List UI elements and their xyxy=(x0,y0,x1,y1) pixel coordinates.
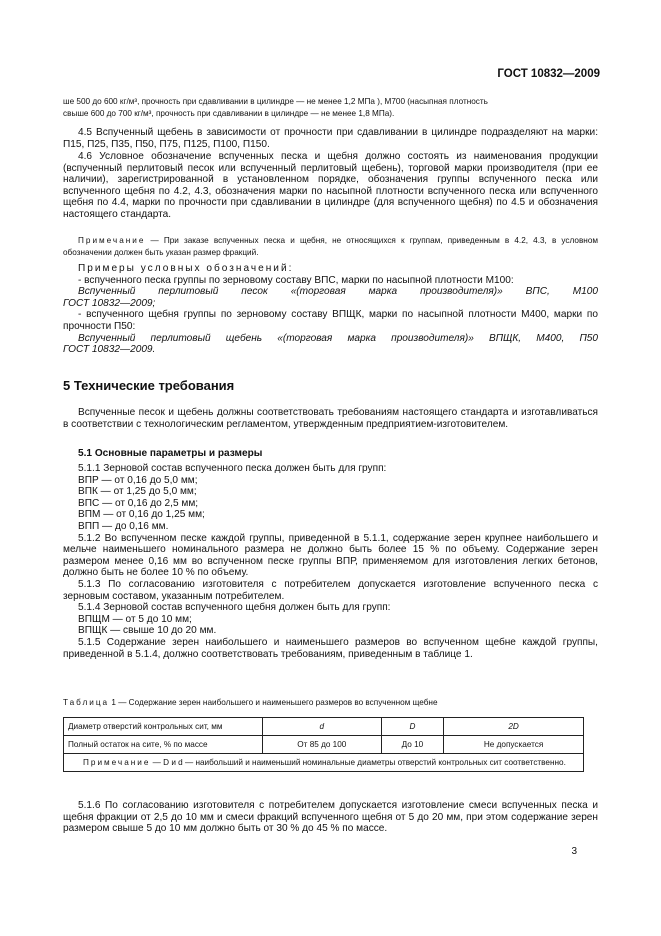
table-cell: 2D xyxy=(444,718,584,736)
section-5-title: 5 Технические требования xyxy=(63,378,235,393)
examples-title: Примеры условных обозначений: xyxy=(78,263,294,274)
gravel-group-2: ВПЩК — свыше 10 до 20 мм. xyxy=(78,625,217,637)
document-header: ГОСТ 10832—2009 xyxy=(497,68,600,80)
example-1-designation-line2: ГОСТ 10832—2009; xyxy=(63,297,156,309)
table-note-label: Примечание xyxy=(83,758,151,767)
paragraph-5-1-3: 5.1.3 По согласованию изготовителя с потребителем допускается изготовление вспученного песка с зерновым составом, указанным потребителем. xyxy=(63,578,598,602)
sand-group-2: ВПК — от 1,25 до 5,0 мм; xyxy=(78,486,197,498)
gravel-group-1: ВПЩМ — от 5 до 10 мм; xyxy=(78,613,192,625)
sand-group-1: ВПР — от 0,16 до 5,0 мм; xyxy=(78,474,198,486)
examples-block xyxy=(63,263,598,356)
section-4-6 xyxy=(63,151,598,221)
table-cell: От 85 до 100 xyxy=(263,736,382,754)
note-text: — При заказе вспученных песка и щебня, не относящихся к группам, приведенным в 4.2, 4.3, в условном обозначении должен быть указан размер фракций. xyxy=(63,236,598,257)
sand-group-4: ВПМ — от 0,16 до 1,25 мм; xyxy=(78,509,205,521)
table-row xyxy=(64,718,584,736)
table-cell: До 10 xyxy=(381,736,443,754)
section-5-intro xyxy=(63,407,598,430)
example-2: - вспученного щебня группы по зерновому составу ВПЩК, марки по насыпной плотности М400, марки по прочности П50: xyxy=(63,309,598,332)
section-5-intro-text: Вспученные песок и щебень должны соответствовать требованиям настоящего стандарта и изготавливаться в соответствии с технологическим регламентом, утвержденным предприятием-изготовителем. xyxy=(63,407,598,430)
table-cell: D xyxy=(381,718,443,736)
note-label: Примечание xyxy=(78,236,146,245)
paragraph-5-1-6: 5.1.6 По согласованию изготовителя с потребителем допускается изготовление смеси вспученных песка и щебня фракции от 2,5 до 10 мм и смеси фракций вспученного щебня от 5 до 20 мм, при этом содержание зерен размером свыше 5 до 10 мм должно быть от 30 % до 45 % по массе. xyxy=(63,800,598,835)
table-cell: Не допускается xyxy=(444,736,584,754)
example-2-designation-line1: Вспученный перлитовый щебень «(торговая марка производителя)» ВПЩК, М400, П50 xyxy=(78,332,598,344)
paragraph-5-1-5: 5.1.5 Содержание зерен наибольшего и наименьшего размеров во вспученном щебне каждой группы, приведенной в 5.1.4, должно соответствовать требованиям, приведенным в таблице 1. xyxy=(63,636,598,660)
paragraph-4-5: 4.5 Вспученный щебень в зависимости от прочности при сдавливании в цилиндре подразделяют на марки: П15, П25, П35, П50, П75, П125, П100, П150. xyxy=(63,127,598,150)
note-block xyxy=(63,235,598,258)
subsection-5-1-title: 5.1 Основные параметры и размеры xyxy=(78,448,263,459)
table-cell: Полный остаток на сите, % по массе xyxy=(64,736,263,754)
table-cell: Диаметр отверстий контрольных сит, мм xyxy=(64,718,263,736)
sand-group-5: ВПП — до 0,16 мм. xyxy=(78,520,169,532)
table-note-row xyxy=(64,754,584,772)
table-1-label: Таблица xyxy=(63,698,110,707)
paragraph-5-1-4: 5.1.4 Зерновой состав вспученного щебня должен быть для групп: xyxy=(78,602,391,614)
example-2-designation-line2: ГОСТ 10832—2009. xyxy=(63,344,156,356)
top-note xyxy=(63,96,598,119)
paragraph-5-1-2: 5.1.2 Во вспученном песке каждой группы, приведенной в 5.1.1, содержание зерен крупнее наибольшего и мельче наименьшего номинального размера не должно быть более 15 % по объему. Содержание зерен размером менее 0,16 мм во вспученном песке группы ВПР, применяемом для изготовления легких бетонов, должно быть не более 10 % по объему. xyxy=(63,532,598,579)
table-1 xyxy=(63,717,584,772)
table-1-caption-text: 1 — Содержание зерен наибольшего и наименьшего размеров во вспученном щебне xyxy=(111,698,438,707)
section-5-1-body xyxy=(63,463,598,660)
top-note-line1: ше 500 до 600 кг/м³, прочность при сдавливании в цилиндре — не менее 1,2 МПа ), М700 (насыпная плотность xyxy=(63,97,488,106)
page-number: 3 xyxy=(571,846,577,857)
top-note-line2: свыше 600 до 700 кг/м³, прочность при сдавливании в цилиндре — не менее 1,8 МПа). xyxy=(63,108,395,118)
example-1: - вспученного песка группы по зерновому составу ВПС, марки по насыпной плотности М100: xyxy=(78,274,514,286)
table-note-cell xyxy=(64,754,584,772)
section-5-1-6 xyxy=(63,800,598,835)
example-1-designation-line1: Вспученный перлитовый песок «(торговая марка производителя)» ВПС, М100 xyxy=(78,286,598,298)
table-cell: d xyxy=(263,718,382,736)
sand-group-3: ВПС — от 0,16 до 2,5 мм; xyxy=(78,497,199,509)
table-row xyxy=(64,736,584,754)
paragraph-5-1-1: 5.1.1 Зерновой состав вспученного песка должен быть для групп: xyxy=(78,463,387,474)
section-4-5 xyxy=(63,127,598,150)
table-1-caption xyxy=(63,697,598,709)
table-note-text: — D и d — наибольший и наименьший номинальные диаметры отверстий контрольных сит соответственно. xyxy=(152,758,566,767)
paragraph-4-6: 4.6 Условное обозначение вспученных песка и щебня должно состоять из наименования продукции (вспученный перлитовый песок или вспученный перлитовый щебень), торговой марки производителя (при ее наличии), зарегистрированной в установленном порядке, обозначения группы вспученного песка или вспученного щебня по 4.2, 4.3, обозначения марки по насыпной плотности вспученного песка или вспученного щебня по 4.4, марки по прочности при сдавливании в цилиндре (для вспученного щебня) по 4.5 и обозначения настоящего стандарта. xyxy=(63,151,598,220)
